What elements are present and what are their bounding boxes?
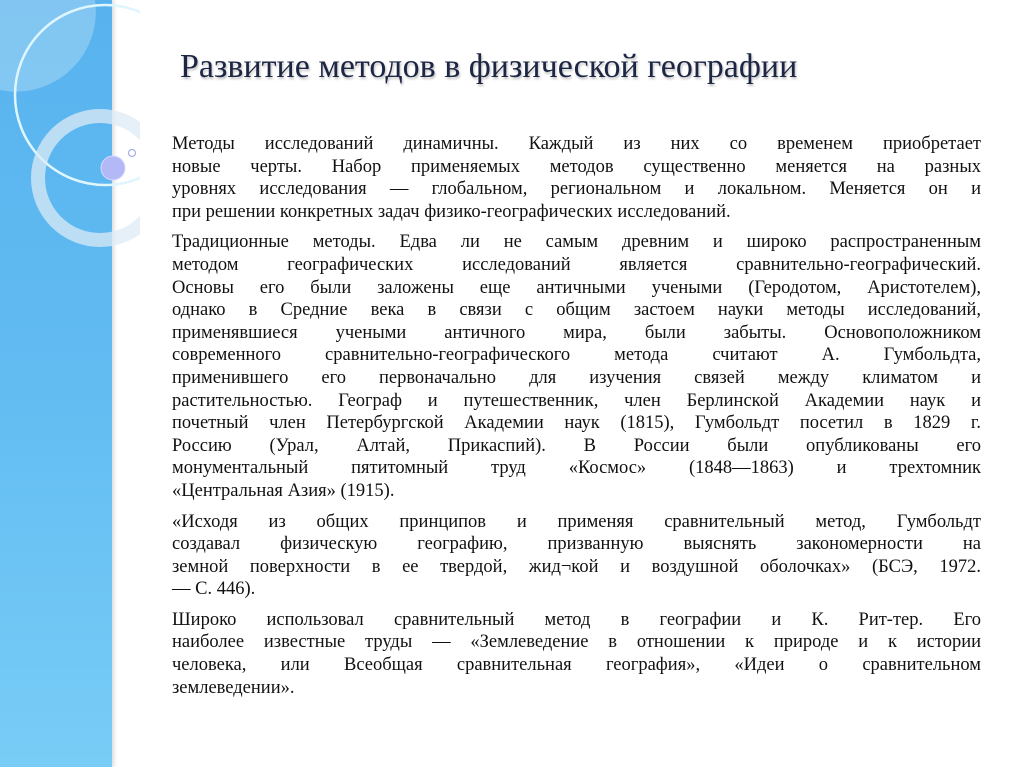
decorative-circles: [0, 0, 140, 767]
text-line: Методы исследований динамичны. Каждый из них со временем приобретает: [172, 134, 981, 154]
bubble-small: [129, 150, 136, 157]
text-line: землеведении».: [172, 677, 295, 698]
text-line: Традиционные методы. Едва ли не самым древним и широко распространенным: [172, 232, 981, 253]
text-line: монументальный пятитомный труд «Космос» (1848—1863) и трехтомник: [172, 458, 981, 479]
text-line: уровнях исследования — глобальном, региональном и локальном. Меняется он и: [172, 179, 981, 200]
text-line: новые черты. Набор применяемых методов существенно меняется на разных: [172, 156, 981, 177]
slide-title: Развитие методов в физической географии: [180, 48, 798, 85]
text-line: современного сравнительно-географического метода считают А. Гумбольдта,: [172, 345, 981, 366]
text-line: «Центральная Азия» (1915).: [172, 480, 395, 501]
text-line: «Исходя из общих принципов и применяя сравнительный метод, Гумбольдт: [172, 511, 981, 532]
text-line: Широко использовал сравнительный метод в географии и К. Рит-тер. Его: [172, 609, 981, 630]
paragraph: [172, 511, 981, 601]
text-line: создавал физическую географию, призванную выяснять закономерности на: [172, 534, 981, 555]
text-line: однако в Средние века в связи с общим застоем науки методы исследований,: [172, 300, 981, 321]
text-line: земной поверхности в ее твердой, жид¬кой и воздушной оболочках» (БСЭ, 1972.: [172, 556, 981, 577]
text-line: человека, или Всеобщая сравнительная география», «Идеи о сравнительном: [172, 655, 981, 676]
paragraph: [172, 133, 981, 223]
text-line: Основы его были заложены еще античными учеными (Геродотом, Аристотелем),: [172, 277, 981, 298]
text-line: методом географических исследований является сравнительно-географический.: [172, 254, 981, 275]
text-line: применившего его первоначально для изучения связей между климатом и: [172, 367, 981, 388]
paragraph: [172, 609, 981, 699]
text-line: Россию (Урал, Алтай, Прикаспий). В России были опубликованы его: [172, 435, 981, 456]
light-arc-shape: [0, 0, 96, 92]
slide-body: [172, 133, 981, 707]
text-line: применявшиеся учеными античного мира, были забыты. Основоположником: [172, 322, 981, 343]
text-line: почетный член Петербургской Академии наук (1815), Гумбольдт посетил в 1829 г.: [172, 413, 981, 434]
text-line: растительностью. Географ и путешественник, член Берлинской Академии наук и: [172, 390, 981, 411]
text-line: — С. 446).: [172, 579, 256, 600]
ring-circle: [38, 116, 140, 240]
text-line: при решении конкретных задач физико-географических исследований.: [172, 201, 731, 222]
bubble-large: [101, 156, 125, 180]
paragraph: [172, 231, 981, 502]
text-line: наиболее известные труды — «Землеведение в отношении к природе и к истории: [172, 632, 981, 653]
